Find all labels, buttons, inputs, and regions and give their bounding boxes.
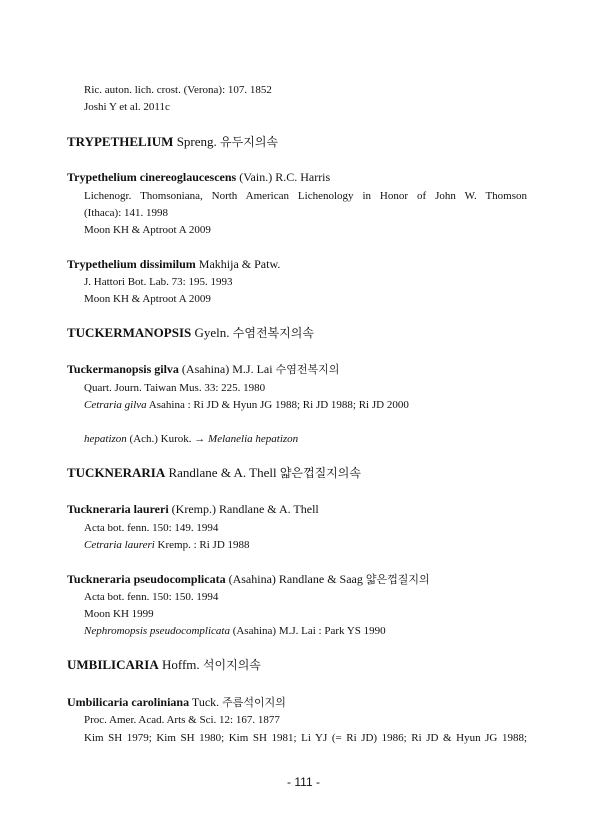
species-author: (Kremp.) Randlane & A. Thell <box>171 502 319 516</box>
synonym-name: Nephromopsis pseudocomplicata <box>84 625 230 637</box>
reference-line: Moon KH & Aptroot A 2009 <box>84 293 211 305</box>
species-author: (Vain.) R.C. Harris <box>239 170 331 184</box>
genus-author: Gyeln. <box>194 325 230 340</box>
cross-reference-line <box>84 432 298 446</box>
synonym-citation: (Asahina) M.J. Lai : Park YS 1990 <box>232 625 386 637</box>
xref-epithet: hepatizon <box>84 433 127 445</box>
genus-author: Spreng. <box>176 134 217 149</box>
genus-heading-trypethelium <box>67 134 278 150</box>
reference-line: Ric. auton. lich. crost. (Verona): 107. 1852 <box>84 84 272 96</box>
genus-name: TUCKNERARIA <box>67 465 166 480</box>
xref-author: (Ach.) Kurok. <box>129 433 192 445</box>
genus-author: Hoffm. <box>161 657 200 672</box>
species-name: Tuckneraria laureri <box>67 502 169 516</box>
genus-korean-name: 유두지의속 <box>220 135 279 149</box>
reference-line: J. Hattori Bot. Lab. 73: 195. 1993 <box>84 276 233 288</box>
species-heading <box>67 362 339 377</box>
synonym-line <box>84 398 409 412</box>
species-author: (Asahina) Randlane & Saag <box>228 572 363 586</box>
species-heading <box>67 572 430 587</box>
species-heading <box>67 257 280 272</box>
species-name: Trypethelium dissimilum <box>67 257 196 271</box>
reference-line: Acta bot. fenn. 150: 150. 1994 <box>84 591 219 603</box>
species-author: Tuck. <box>191 695 220 709</box>
species-name: Umbilicaria caroliniana <box>67 695 190 709</box>
reference-line: Acta bot. fenn. 150: 149. 1994 <box>84 522 219 534</box>
species-author: (Asahina) M.J. Lai <box>181 362 273 376</box>
reference-line: Lichenogr. Thomsoniana, North American Lichenology in Honor of John W. Thomson <box>84 190 527 202</box>
synonym-line <box>84 538 250 552</box>
genus-korean-name: 석이지의속 <box>202 658 261 672</box>
page-number: - 111 - <box>287 775 320 789</box>
species-name: Tuckneraria pseudocomplicata <box>67 572 226 586</box>
genus-name: TRYPETHELIUM <box>67 134 174 149</box>
species-heading <box>67 170 330 185</box>
species-name: Trypethelium cinereoglaucescens <box>67 170 237 184</box>
genus-heading-umbilicaria <box>67 657 261 673</box>
synonym-line <box>84 624 386 638</box>
synonym-name: Cetraria laureri <box>84 539 155 551</box>
reference-line: (Ithaca): 141. 1998 <box>84 207 168 219</box>
species-korean-name: 주름석이지의 <box>222 696 286 709</box>
species-korean-name: 수염전복지의 <box>275 363 340 376</box>
arrow-right-icon: → <box>194 433 206 445</box>
species-heading <box>67 502 319 517</box>
xref-target: Melanelia hepatizon <box>208 433 299 445</box>
reference-line: Joshi Y et al. 2011c <box>84 101 170 113</box>
reference-line: Moon KH 1999 <box>84 608 154 620</box>
species-name: Tuckermanopsis gilva <box>67 362 179 376</box>
synonym-citation: Kremp. : Ri JD 1988 <box>157 539 250 551</box>
reference-line: Kim SH 1979; Kim SH 1980; Kim SH 1981; Li YJ (= Ri JD) 1986; Ri JD & Hyun JG 1988; <box>84 732 527 744</box>
species-heading <box>67 695 286 710</box>
genus-korean-name: 수염전복지의속 <box>232 326 314 340</box>
species-korean-name: 얇은껍질지의 <box>365 573 430 586</box>
genus-author: Randlane & A. Thell <box>168 465 277 480</box>
reference-line: Quart. Journ. Taiwan Mus. 33: 225. 1980 <box>84 382 266 394</box>
genus-heading-tuckneraria <box>67 465 361 481</box>
synonym-citation: Asahina : Ri JD & Hyun JG 1988; Ri JD 1988; Ri JD 2000 <box>148 399 409 411</box>
genus-name: TUCKERMANOPSIS <box>67 325 192 340</box>
genus-heading-tuckermanopsis <box>67 325 314 341</box>
genus-korean-name: 얇은껍질지의속 <box>279 466 361 480</box>
genus-name: UMBILICARIA <box>67 657 159 672</box>
synonym-name: Cetraria gilva <box>84 399 147 411</box>
reference-line: Moon KH & Aptroot A 2009 <box>84 224 211 236</box>
reference-line: Proc. Amer. Acad. Arts & Sci. 12: 167. 1877 <box>84 714 280 726</box>
species-author: Makhija & Patw. <box>198 257 281 271</box>
